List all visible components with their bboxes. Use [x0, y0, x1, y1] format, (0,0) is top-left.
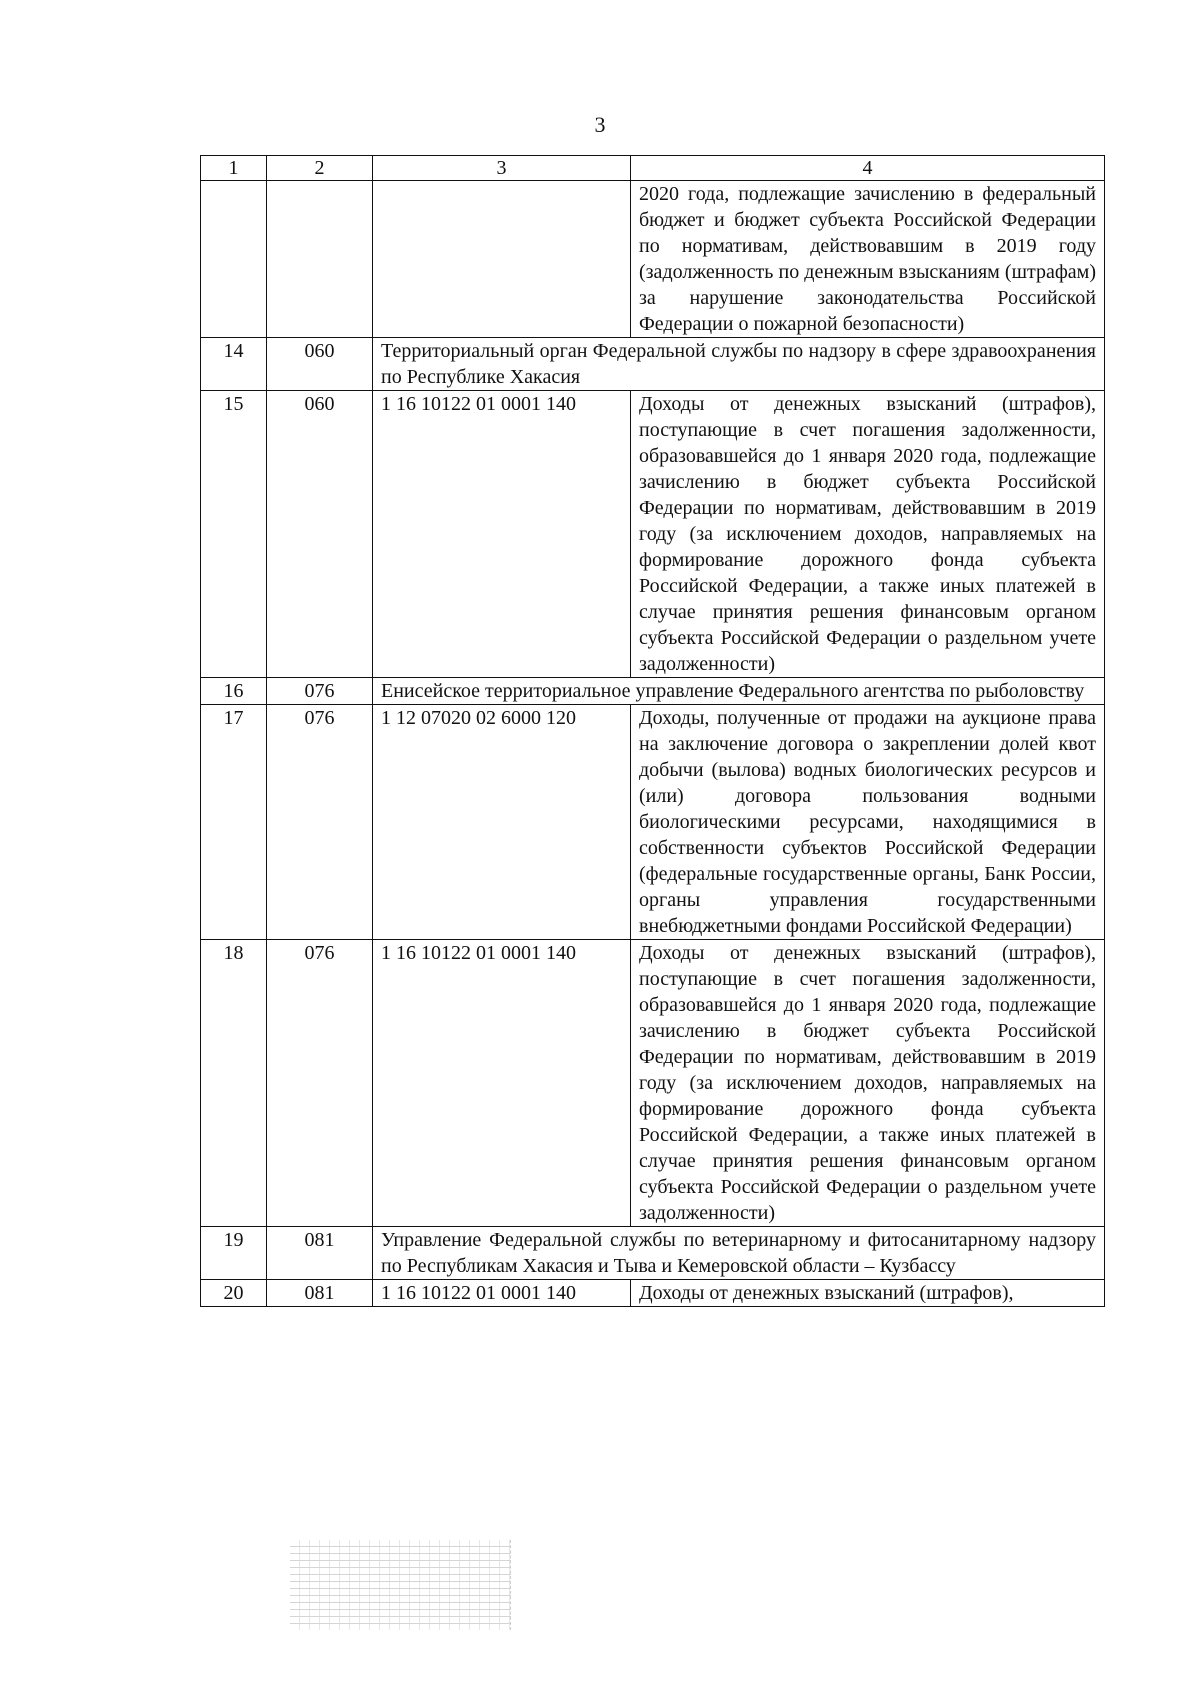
header-col-3: 3	[373, 156, 631, 181]
budget-code: 1 16 10122 01 0001 140	[373, 940, 631, 1227]
faint-stamp-mark	[290, 1540, 511, 1630]
table-row	[201, 181, 1105, 338]
table-row	[201, 391, 1105, 678]
administrator-title: Енисейское территориальное управление Федерального агентства по рыболовству	[373, 678, 1105, 705]
budget-code: 1 16 10122 01 0001 140	[373, 1280, 631, 1307]
revenue-description: Доходы от денежных взысканий (штрафов), поступающие в счет погашения задолженности, образовавшейся до 1 января 2020 года, подлежащие зачислению в бюджет субъекта Российской Федерации по нормативам, действовавшим в 2019 году (за исключением доходов, направляемых на формирование дорожного фонда субъекта Российской Федерации, а также иных платежей в случае принятия решения финансовым органом субъекта Российской Федерации о раздельном учете задолженности)	[631, 391, 1105, 678]
admin-code	[267, 181, 373, 338]
revenue-description: Доходы от денежных взысканий (штрафов), поступающие в счет погашения задолженности, образовавшейся до 1 января 2020 года, подлежащие зачислению в бюджет субъекта Российской Федерации по нормативам, действовавшим в 2019 году (за исключением доходов, направляемых на формирование дорожного фонда субъекта Российской Федерации, а также иных платежей в случае принятия решения финансовым органом субъекта Российской Федерации о раздельном учете задолженности)	[631, 940, 1105, 1227]
table-row	[201, 705, 1105, 940]
row-number: 15	[201, 391, 267, 678]
budget-code: 1 16 10122 01 0001 140	[373, 391, 631, 678]
table-row	[201, 940, 1105, 1227]
revenue-description: 2020 года, подлежащие зачислению в федеральный бюджет и бюджет субъекта Российской Федерации по нормативам, действовавшим в 2019 году (задолженность по денежным взысканиям (штрафам) за нарушение законодательства Российской Федерации о пожарной безопасности)	[631, 181, 1105, 338]
row-number: 16	[201, 678, 267, 705]
admin-code: 060	[267, 338, 373, 391]
row-number: 19	[201, 1227, 267, 1280]
administrator-title: Территориальный орган Федеральной службы по надзору в сфере здравоохранения по Республике Хакасия	[373, 338, 1105, 391]
admin-code: 076	[267, 940, 373, 1227]
header-col-2: 2	[267, 156, 373, 181]
table-row	[201, 338, 1105, 391]
admin-code: 076	[267, 705, 373, 940]
row-number: 17	[201, 705, 267, 940]
admin-code: 081	[267, 1280, 373, 1307]
administrator-title: Управление Федеральной службы по ветеринарному и фитосанитарному надзору по Республикам Хакасия и Тыва и Кемеровской области – Кузбассу	[373, 1227, 1105, 1280]
row-number	[201, 181, 267, 338]
header-col-1: 1	[201, 156, 267, 181]
budget-code: 1 12 07020 02 6000 120	[373, 705, 631, 940]
header-col-4: 4	[631, 156, 1105, 181]
row-number: 18	[201, 940, 267, 1227]
row-number: 20	[201, 1280, 267, 1307]
table-row	[201, 1227, 1105, 1280]
revenue-description: Доходы, полученные от продажи на аукционе права на заключение договора о закреплении долей квот добычи (вылова) водных биологических ресурсов и (или) договора пользования водными биологическими ресурсами, находящимися в собственности субъектов Российской Федерации (федеральные государственные органы, Банк России, органы управления государственными внебюджетными фондами Российской Федерации)	[631, 705, 1105, 940]
row-number: 14	[201, 338, 267, 391]
table-row	[201, 1280, 1105, 1307]
admin-code: 076	[267, 678, 373, 705]
admin-code: 060	[267, 391, 373, 678]
page-number: 3	[594, 112, 606, 137]
budget-code	[373, 181, 631, 338]
revenue-table	[200, 155, 1105, 1307]
table-row	[201, 678, 1105, 705]
table-header-row	[201, 156, 1105, 181]
revenue-description: Доходы от денежных взысканий (штрафов),	[631, 1280, 1105, 1307]
admin-code: 081	[267, 1227, 373, 1280]
